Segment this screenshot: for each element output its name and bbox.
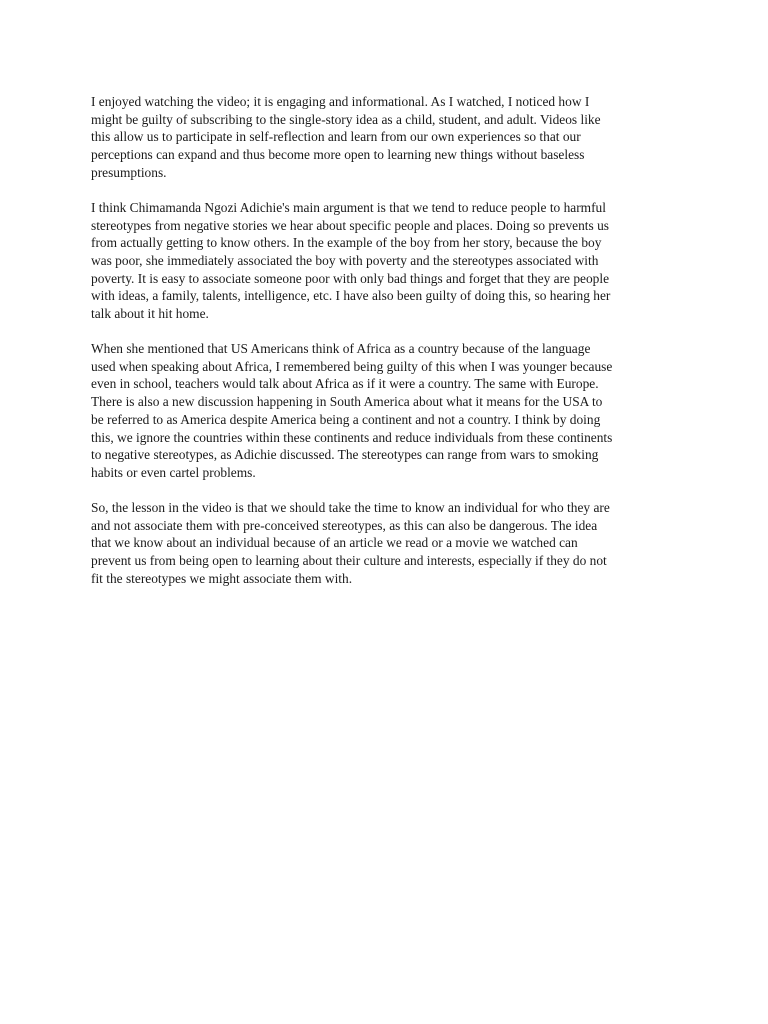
text-line: I think Chimamanda Ngozi Adichie's main argument is that we tend to reduce people to harmful xyxy=(91,199,606,215)
text-line: be referred to as America despite America being a continent and not a country. I think by doing xyxy=(91,411,601,427)
text-line: prevent us from being open to learning about their culture and interests, especially if they do not xyxy=(91,553,607,569)
text-line: was poor, she immediately associated the boy with poverty and the stereotypes associated with xyxy=(91,252,599,268)
document-body xyxy=(91,93,691,605)
text-line: When she mentioned that US Americans think of Africa as a country because of the language xyxy=(91,341,591,357)
text-line: with ideas, a family, talents, intelligence, etc. I have also been guilty of doing this, so hearing her xyxy=(91,288,611,304)
text-line: stereotypes from negative stories we hear about specific people and places. Doing so prevents us xyxy=(91,217,609,233)
paragraph-3 xyxy=(91,340,691,482)
text-line: to negative stereotypes, as Adichie discussed. The stereotypes can range from wars to smoking xyxy=(91,447,599,463)
paragraph-1 xyxy=(91,93,691,182)
text-line: and not associate them with pre-conceived stereotypes, as this can also be dangerous. The idea xyxy=(91,517,598,533)
text-line: I enjoyed watching the video; it is engaging and informational. As I watched, I noticed how I xyxy=(91,94,590,109)
paragraph-4 xyxy=(91,499,691,588)
text-line: from actually getting to know others. In the example of the boy from her story, because the boy xyxy=(91,235,602,251)
text-line: talk about it hit home. xyxy=(91,306,209,322)
text-line: this, we ignore the countries within these continents and reduce individuals from these continents xyxy=(91,429,613,445)
text-line: presumptions. xyxy=(91,164,167,180)
text-line: this allow us to participate in self-reflection and learn from our own experiences so that our xyxy=(91,129,581,145)
text-line: used when speaking about Africa, I remembered being guilty of this when I was younger because xyxy=(91,358,613,374)
text-line: So, the lesson in the video is that we should take the time to know an individual for who they are xyxy=(91,499,610,515)
paragraph-2 xyxy=(91,199,691,323)
text-line: habits or even cartel problems. xyxy=(91,464,256,480)
text-line: perceptions can expand and thus become more open to learning new things without baseless xyxy=(91,147,585,163)
text-line: might be guilty of subscribing to the single-story idea as a child, student, and adult. Videos like xyxy=(91,111,601,127)
text-line: even in school, teachers would talk about Africa as if it were a country. The same with Europe. xyxy=(91,376,599,392)
text-line: There is also a new discussion happening in South America about what it means for the USA to xyxy=(91,394,603,410)
text-line: that we know about an individual because of an article we read or a movie we watched can xyxy=(91,535,578,551)
text-line: fit the stereotypes we might associate them with. xyxy=(91,570,353,586)
text-line: poverty. It is easy to associate someone poor with only bad things and forget that they are people xyxy=(91,270,610,286)
